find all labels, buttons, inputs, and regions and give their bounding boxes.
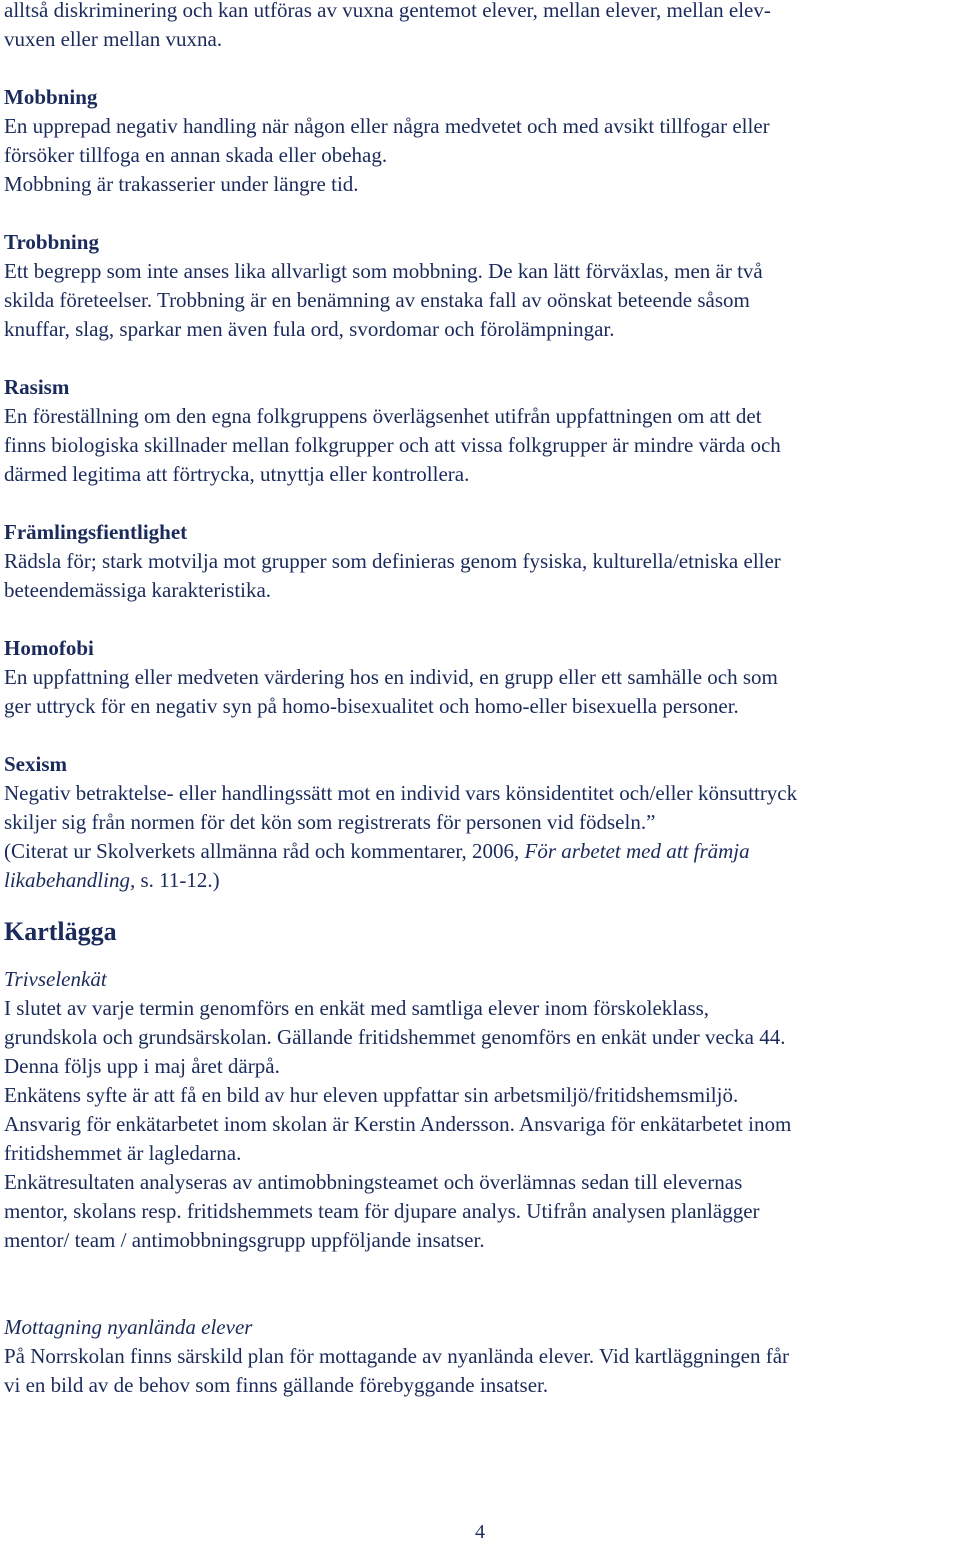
section-homofobi: [4, 634, 958, 721]
trivselenkat-line-2: grundskola och grundsärskolan. Gällande fritidshemmet genomförs en enkät under vecka 44.: [4, 1025, 786, 1049]
section-rasism: [4, 373, 958, 489]
mobbning-line-3: Mobbning är trakasserier under längre tid.: [4, 172, 359, 196]
intro-line-1: alltså diskriminering och kan utföras av vuxna gentemot elever, mellan elever, mellan elev-: [4, 0, 771, 22]
citation-prefix: (Citerat ur Skolverkets allmänna råd och kommentarer, 2006,: [4, 839, 525, 863]
mottagning-line-2: vi en bild av de behov som finns gällande förebyggande insatser.: [4, 1373, 549, 1397]
trivselenkat-line-4: Enkätens syfte är att få en bild av hur eleven uppfattar sin arbetsmiljö/fritidshemsmiljö.: [4, 1083, 739, 1107]
homofobi-line-2: ger uttryck för en negativ syn på homo-bisexualitet och homo-eller bisexuella personer.: [4, 694, 739, 718]
kartlagga-heading: Kartlägga: [4, 917, 117, 946]
trobbning-line-1: Ett begrepp som inte anses lika allvarligt som mobbning. De kan lätt förväxlas, men är två: [4, 259, 763, 283]
framlingsfientlighet-line-2: beteendemässiga karakteristika.: [4, 578, 272, 602]
trivselenkat-line-1: I slutet av varje termin genomförs en enkät med samtliga elever inom förskoleklass,: [4, 996, 710, 1020]
rasism-line-2: finns biologiska skillnader mellan folkgrupper och att vissa folkgrupper är mindre värda och: [4, 433, 781, 457]
framlingsfientlighet-heading: Främlingsfientlighet: [4, 520, 188, 544]
intro-paragraph: [4, 0, 958, 54]
mobbning-heading: Mobbning: [4, 85, 98, 109]
homofobi-line-1: En uppfattning eller medveten värdering hos en individ, en grupp eller ett samhälle och som: [4, 665, 778, 689]
rasism-line-1: En föreställning om den egna folkgruppens överlägsenhet utifrån uppfattningen om att det: [4, 404, 762, 428]
sexism-line-1: Negativ betraktelse- eller handlingssätt mot en individ vars könsidentitet och/eller könsuttryck: [4, 781, 798, 805]
mottagning-line-1: På Norrskolan finns särskild plan för mottagande av nyanlända elever. Vid kartläggningen får: [4, 1344, 790, 1368]
citation-italic-title-2: likabehandling,: [4, 868, 136, 892]
section-framlingsfientlighet: [4, 518, 958, 605]
page-number: 4: [475, 1521, 485, 1543]
sexism-citation-line-1: [4, 837, 958, 866]
trobbning-line-2: skilda företeelser. Trobbning är en benämning av enstaka fall av oönskat beteende såsom: [4, 288, 750, 312]
citation-italic-title-1: För arbetet med att främja: [524, 839, 750, 863]
sexism-line-2: skiljer sig från normen för det kön som registrerats för personen vid födseln.”: [4, 810, 656, 834]
section-sexism: [4, 750, 958, 895]
homofobi-heading: Homofobi: [4, 636, 94, 660]
trivselenkat-line-9: mentor/ team / antimobbningsgrupp uppföljande insatser.: [4, 1228, 485, 1252]
section-mottagning: [4, 1313, 958, 1400]
trivselenkat-line-6: fritidshemmet är lagledarna.: [4, 1141, 242, 1165]
trivselenkat-line-8: mentor, skolans resp. fritidshemmets team för djupare analys. Utifrån analysen planlägger: [4, 1199, 760, 1223]
trobbning-line-3: knuffar, slag, sparkar men även fula ord, svordomar och förolämpningar.: [4, 317, 615, 341]
framlingsfientlighet-line-1: Rädsla för; stark motvilja mot grupper som definieras genom fysiska, kulturella/etniska eller: [4, 549, 781, 573]
mobbning-line-2: försöker tillfoga en annan skada eller obehag.: [4, 143, 388, 167]
rasism-line-3: därmed legitima att förtrycka, utnyttja eller kontrollera.: [4, 462, 470, 486]
section-mobbning: [4, 83, 958, 199]
trivselenkat-line-7: Enkätresultaten analyseras av antimobbningsteamet och överlämnas sedan till elevernas: [4, 1170, 743, 1194]
trivselenkat-line-3: Denna följs upp i maj året därpå.: [4, 1054, 280, 1078]
intro-line-2: vuxen eller mellan vuxna.: [4, 27, 223, 51]
mobbning-line-1: En upprepad negativ handling när någon eller några medvetet och med avsikt tillfogar eller: [4, 114, 770, 138]
trobbning-heading: Trobbning: [4, 230, 99, 254]
section-trobbning: [4, 228, 958, 344]
section-trivselenkat: [4, 965, 958, 1255]
trivselenkat-line-5: Ansvarig för enkätarbetet inom skolan är Kerstin Andersson. Ansvariga för enkätarbetet inom: [4, 1112, 792, 1136]
rasism-heading: Rasism: [4, 375, 70, 399]
sexism-citation-line-2: [4, 866, 958, 895]
mottagning-heading: Mottagning nyanlända elever: [4, 1315, 253, 1339]
document-page: [4, 0, 958, 1400]
trivselenkat-heading: Trivselenkät: [4, 967, 107, 991]
sexism-heading: Sexism: [4, 752, 67, 776]
citation-suffix: s. 11-12.): [135, 868, 220, 892]
